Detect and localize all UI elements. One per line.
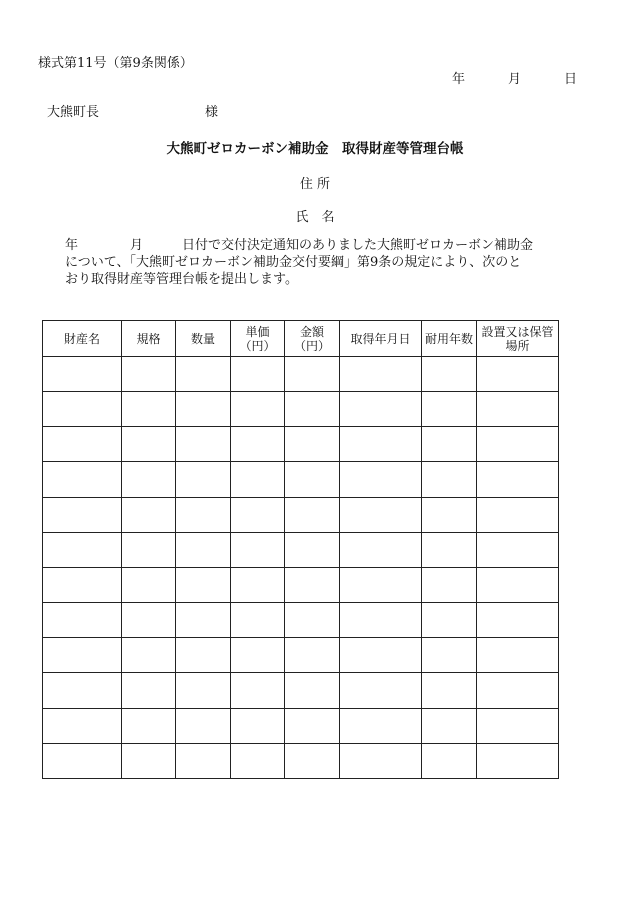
addressee-honorific: 様: [205, 105, 219, 120]
table-cell[interactable]: [176, 427, 231, 462]
table-row: [43, 427, 559, 462]
table-cell[interactable]: [176, 673, 231, 708]
table-cell[interactable]: [477, 392, 559, 427]
table-cell[interactable]: [122, 462, 176, 497]
table-cell[interactable]: [477, 462, 559, 497]
table-row: [43, 462, 559, 497]
table-cell[interactable]: [231, 638, 285, 673]
table-cell[interactable]: [43, 357, 122, 392]
table-cell[interactable]: [43, 638, 122, 673]
table-cell[interactable]: [231, 532, 285, 567]
table-cell[interactable]: [340, 708, 422, 743]
table-row: [43, 673, 559, 708]
table-cell[interactable]: [285, 638, 340, 673]
table-row: [43, 532, 559, 567]
header-amount: 金額 （円）: [285, 321, 340, 357]
date-month-label: 月: [508, 72, 522, 87]
table-cell[interactable]: [285, 392, 340, 427]
table-cell[interactable]: [422, 392, 477, 427]
table-cell[interactable]: [176, 357, 231, 392]
table-cell[interactable]: [340, 567, 422, 602]
table-cell[interactable]: [122, 673, 176, 708]
table-cell[interactable]: [43, 603, 122, 638]
table-cell[interactable]: [477, 357, 559, 392]
header-specification: 規格: [122, 321, 176, 357]
table-cell[interactable]: [231, 357, 285, 392]
table-cell[interactable]: [122, 638, 176, 673]
table-cell[interactable]: [43, 673, 122, 708]
date-day-label: 日: [564, 72, 578, 87]
table-cell[interactable]: [43, 743, 122, 778]
table-cell[interactable]: [477, 532, 559, 567]
table-cell[interactable]: [422, 357, 477, 392]
table-cell[interactable]: [122, 567, 176, 602]
table-cell[interactable]: [285, 673, 340, 708]
table-cell[interactable]: [340, 532, 422, 567]
table-cell[interactable]: [231, 708, 285, 743]
header-quantity: 数量: [176, 321, 231, 357]
header-property-name: 財産名: [43, 321, 122, 357]
table-row: [43, 497, 559, 532]
table-cell[interactable]: [340, 392, 422, 427]
table-cell[interactable]: [231, 392, 285, 427]
table-cell[interactable]: [285, 497, 340, 532]
table-body: [43, 357, 559, 779]
table-cell[interactable]: [122, 497, 176, 532]
table-cell[interactable]: [340, 743, 422, 778]
body-line: 年 月 日付で交付決定通知のありました大熊町ゼロカーボン補助金: [65, 238, 534, 253]
table-cell[interactable]: [176, 532, 231, 567]
table-cell[interactable]: [285, 357, 340, 392]
table-cell[interactable]: [176, 708, 231, 743]
table-cell[interactable]: [122, 357, 176, 392]
table-cell[interactable]: [285, 743, 340, 778]
table-cell[interactable]: [477, 638, 559, 673]
table-cell[interactable]: [176, 392, 231, 427]
table-cell[interactable]: [231, 603, 285, 638]
table-cell[interactable]: [122, 392, 176, 427]
table-cell[interactable]: [176, 638, 231, 673]
table-row: [43, 603, 559, 638]
table-cell[interactable]: [422, 603, 477, 638]
table-cell[interactable]: [422, 673, 477, 708]
table-cell[interactable]: [122, 743, 176, 778]
addressee-name: 大熊町長: [47, 105, 100, 120]
table-cell[interactable]: [43, 427, 122, 462]
table-cell[interactable]: [285, 603, 340, 638]
table-cell[interactable]: [176, 462, 231, 497]
body-line: について、「大熊町ゼロカーボン補助金交付要綱」第9条の規定により、次のと: [65, 255, 522, 270]
table-row: [43, 567, 559, 602]
table-cell[interactable]: [43, 567, 122, 602]
table-cell[interactable]: [477, 743, 559, 778]
table-cell[interactable]: [231, 497, 285, 532]
table-cell[interactable]: [231, 427, 285, 462]
table-cell[interactable]: [43, 392, 122, 427]
table-cell[interactable]: [477, 427, 559, 462]
table-cell[interactable]: [340, 462, 422, 497]
table-cell[interactable]: [422, 532, 477, 567]
table-cell[interactable]: [422, 567, 477, 602]
table-cell[interactable]: [477, 497, 559, 532]
header-unit-price: 単価 （円）: [231, 321, 285, 357]
table-cell[interactable]: [122, 532, 176, 567]
header-location: 設置又は保管 場所: [477, 321, 559, 357]
table-cell[interactable]: [285, 708, 340, 743]
table-cell[interactable]: [422, 708, 477, 743]
table-cell[interactable]: [477, 708, 559, 743]
table-header-row: [43, 321, 559, 357]
form-number: 様式第11号（第9条関係）: [38, 56, 193, 71]
table-cell[interactable]: [285, 567, 340, 602]
table-cell[interactable]: [285, 532, 340, 567]
applicant-name-label: 氏 名: [295, 210, 335, 225]
table-cell[interactable]: [43, 708, 122, 743]
table-cell[interactable]: [122, 427, 176, 462]
table-cell[interactable]: [176, 567, 231, 602]
property-ledger-table: [42, 320, 559, 779]
table-cell[interactable]: [285, 427, 340, 462]
table-cell[interactable]: [422, 427, 477, 462]
table-cell[interactable]: [43, 497, 122, 532]
table-cell[interactable]: [176, 497, 231, 532]
table-cell[interactable]: [231, 567, 285, 602]
table-cell[interactable]: [340, 638, 422, 673]
table-row: [43, 708, 559, 743]
table-cell[interactable]: [477, 673, 559, 708]
header-useful-life: 耐用年数: [422, 321, 477, 357]
table-cell[interactable]: [122, 603, 176, 638]
table-cell[interactable]: [285, 462, 340, 497]
table-cell[interactable]: [43, 462, 122, 497]
applicant-address-label: 住 所: [299, 177, 331, 192]
table-cell[interactable]: [422, 497, 477, 532]
table-cell[interactable]: [477, 567, 559, 602]
table-cell[interactable]: [340, 497, 422, 532]
table-row: [43, 392, 559, 427]
table-cell[interactable]: [231, 462, 285, 497]
table-cell[interactable]: [231, 673, 285, 708]
table-row: [43, 638, 559, 673]
table-cell[interactable]: [340, 357, 422, 392]
table-cell[interactable]: [176, 743, 231, 778]
document-title: 大熊町ゼロカーボン補助金 取得財産等管理台帳: [166, 141, 464, 157]
table-row: [43, 743, 559, 778]
body-text: [65, 237, 533, 288]
table-cell[interactable]: [422, 638, 477, 673]
body-line: おり取得財産等管理台帳を提出します。: [65, 272, 298, 287]
table-cell[interactable]: [422, 462, 477, 497]
table-cell[interactable]: [422, 743, 477, 778]
table-cell[interactable]: [340, 673, 422, 708]
table-row: [43, 357, 559, 392]
table-cell[interactable]: [340, 603, 422, 638]
date-year-label: 年: [452, 72, 466, 87]
table-cell[interactable]: [122, 708, 176, 743]
table-cell[interactable]: [176, 603, 231, 638]
header-acquisition-date: 取得年月日: [340, 321, 422, 357]
table-cell[interactable]: [43, 532, 122, 567]
table-cell[interactable]: [477, 603, 559, 638]
table-cell[interactable]: [231, 743, 285, 778]
table-cell[interactable]: [340, 427, 422, 462]
